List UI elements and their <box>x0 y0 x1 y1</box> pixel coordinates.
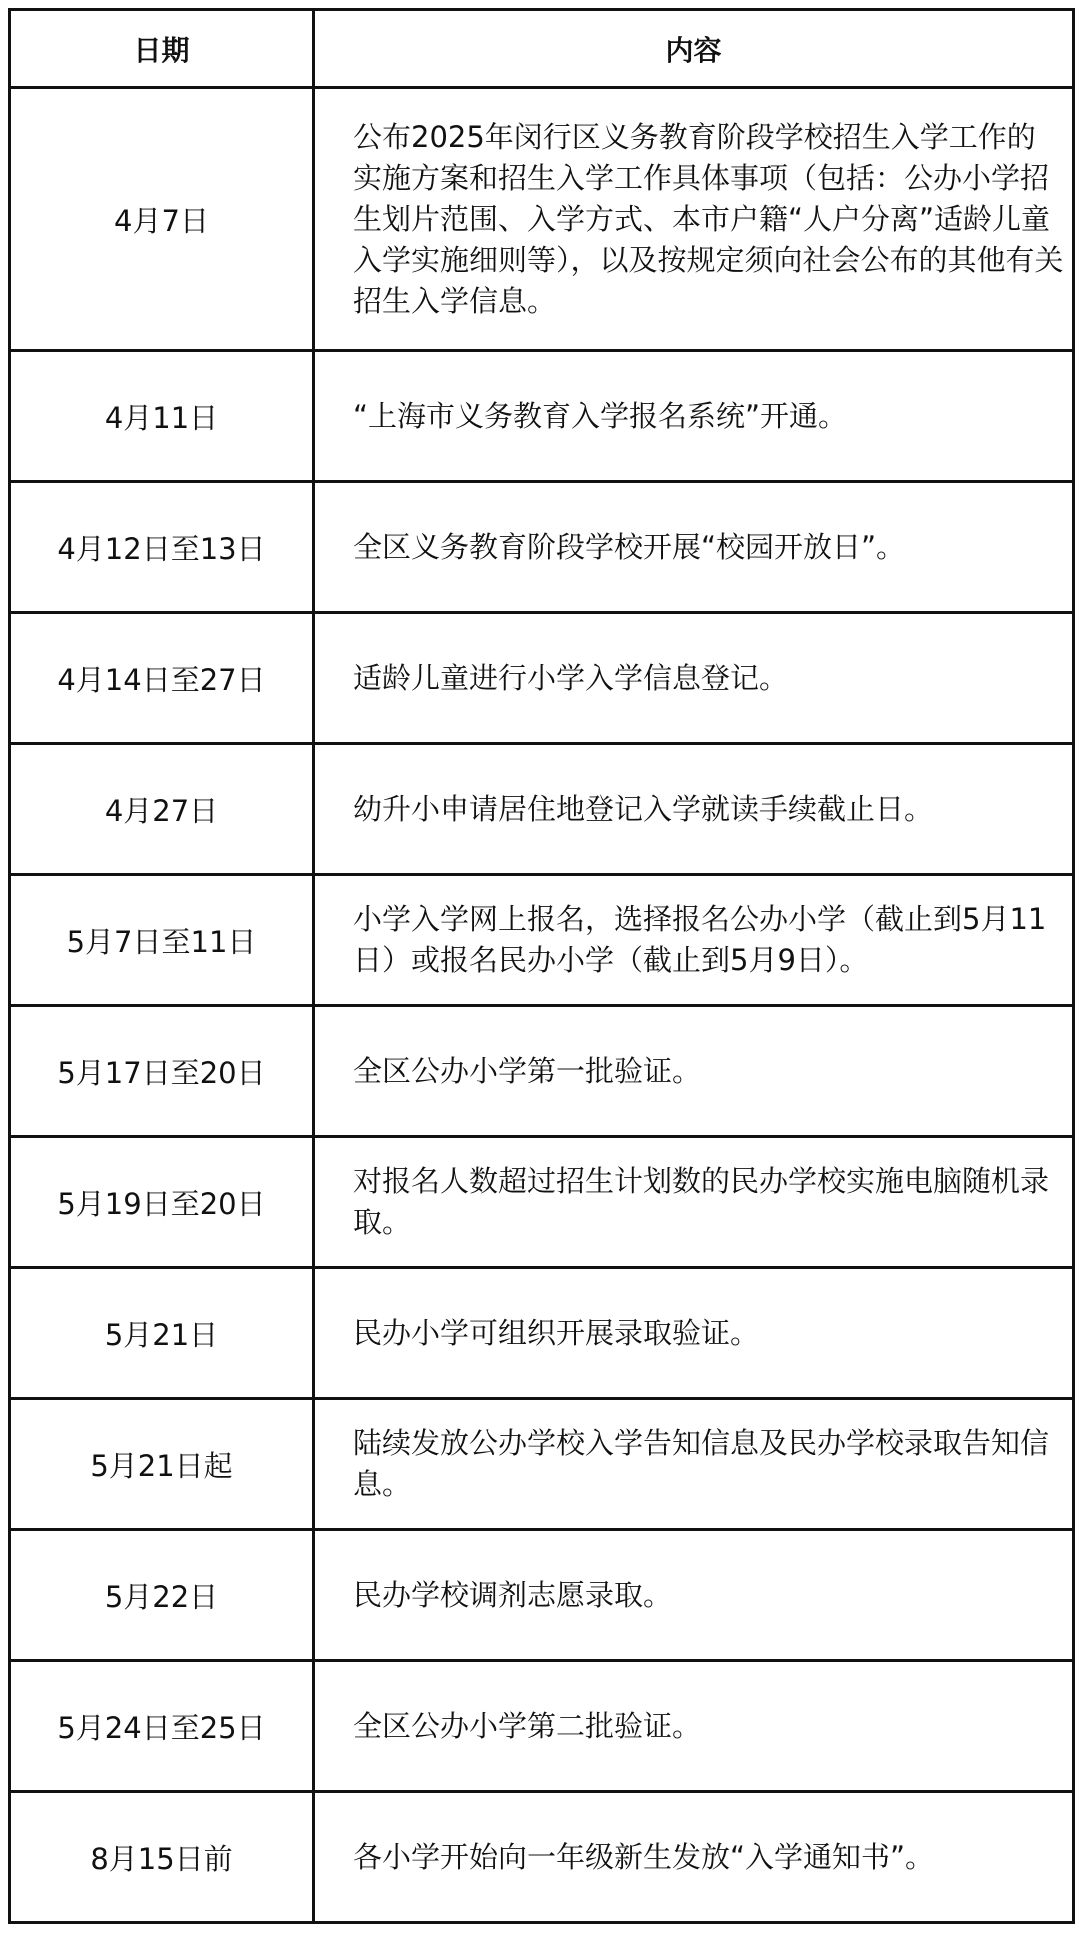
table-row <box>10 482 1074 613</box>
content-cell: 公布2025年闵行区义务教育阶段学校招生入学工作的实施方案和招生入学工作具体事项（包括：公办小学招生划片范围、入学方式、本市户籍“人户分离”适龄儿童入学实施细则等），以及按规定须向社会公布的其他有关招生入学信息。 <box>314 88 1074 351</box>
table-row <box>10 1006 1074 1137</box>
enrollment-schedule-table <box>8 8 1075 1924</box>
table-row <box>10 1268 1074 1399</box>
content-cell: “上海市义务教育入学报名系统”开通。 <box>314 351 1074 482</box>
content-column-header: 内容 <box>314 10 1074 88</box>
date-cell: 5月19日至20日 <box>10 1137 314 1268</box>
date-cell: 5月21日 <box>10 1268 314 1399</box>
date-cell: 4月11日 <box>10 351 314 482</box>
date-cell: 5月21日起 <box>10 1399 314 1530</box>
content-cell: 陆续发放公办学校入学告知信息及民办学校录取告知信息。 <box>314 1399 1074 1530</box>
content-cell: 适龄儿童进行小学入学信息登记。 <box>314 613 1074 744</box>
table-row <box>10 875 1074 1006</box>
table-row <box>10 1661 1074 1792</box>
date-column-header: 日期 <box>10 10 314 88</box>
date-cell: 4月27日 <box>10 744 314 875</box>
table-row <box>10 613 1074 744</box>
table-row <box>10 88 1074 351</box>
table-header-row <box>10 10 1074 88</box>
date-cell: 4月12日至13日 <box>10 482 314 613</box>
table-row <box>10 1530 1074 1661</box>
table-row <box>10 1792 1074 1923</box>
date-cell: 4月7日 <box>10 88 314 351</box>
table-row <box>10 744 1074 875</box>
table-row <box>10 351 1074 482</box>
table-row <box>10 1137 1074 1268</box>
content-cell: 各小学开始向一年级新生发放“入学通知书”。 <box>314 1792 1074 1923</box>
content-cell: 民办小学可组织开展录取验证。 <box>314 1268 1074 1399</box>
date-cell: 5月17日至20日 <box>10 1006 314 1137</box>
date-cell: 4月14日至27日 <box>10 613 314 744</box>
content-cell: 小学入学网上报名，选择报名公办小学（截止到5月11日）或报名民办小学（截止到5月9日）。 <box>314 875 1074 1006</box>
date-cell: 5月24日至25日 <box>10 1661 314 1792</box>
date-cell: 5月7日至11日 <box>10 875 314 1006</box>
content-cell: 全区公办小学第二批验证。 <box>314 1661 1074 1792</box>
date-cell: 8月15日前 <box>10 1792 314 1923</box>
date-cell: 5月22日 <box>10 1530 314 1661</box>
content-cell: 幼升小申请居住地登记入学就读手续截止日。 <box>314 744 1074 875</box>
table-row <box>10 1399 1074 1530</box>
content-cell: 全区义务教育阶段学校开展“校园开放日”。 <box>314 482 1074 613</box>
content-cell: 民办学校调剂志愿录取。 <box>314 1530 1074 1661</box>
content-cell: 对报名人数超过招生计划数的民办学校实施电脑随机录取。 <box>314 1137 1074 1268</box>
content-cell: 全区公办小学第一批验证。 <box>314 1006 1074 1137</box>
